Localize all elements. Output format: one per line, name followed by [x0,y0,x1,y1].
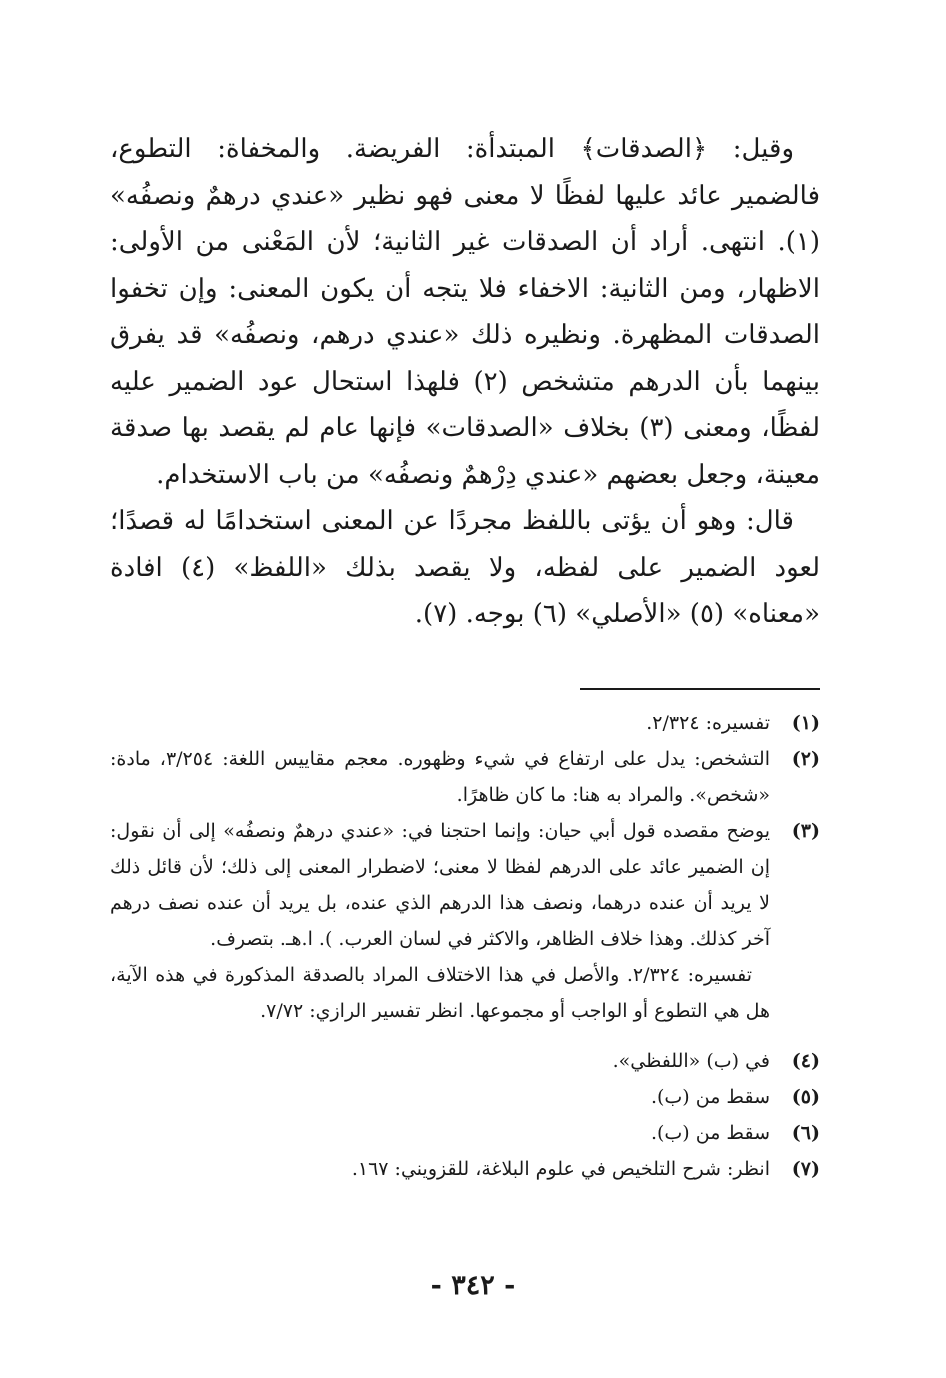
footnote-number: (٥) [791,1086,820,1108]
main-text [110,126,820,638]
page-number: - ٣٤٢ - [430,1270,516,1301]
footnote-text: تفسيره: ٢/٣٢٤. [646,712,770,734]
footnote-text: التشخص: يدل على ارتفاع في شيء وظهوره. معجم مقاييس اللغة: ٣/٢٥٤، مادة: «شخص». والمراد به هنا: ما كان ظاهرًا. [110,748,770,806]
footnote-number: (٣) [791,820,820,842]
footnote-number: (٢) [791,748,820,770]
footnote-number: (٦) [791,1122,820,1144]
footnotes [110,705,820,1187]
footnote-text: يوضح مقصده قول أبي حيان: وإنما احتجنا في: «عندي درهمٌ ونصفُه» إلى أن نقول: إن الضمير عائد على الدرهم لفظا لا معنى؛ لاضطرار المعنى إلى ذلك؛ لأن قائل ذلك لا يريد أن عنده درهما، ونصف هذا الدرهم الذي عنده، بل يريد أن عنده نصف درهم آخر كذلك. وهذا خلاف الظاهر، والاكثر في لسان العرب. ). ا.هـ. بتصرف. [110,820,770,950]
paragraph-1: وقيل: ﴿الصدقات﴾ المبتدأة: الفريضة. والمخفاة: التطوع، فالضمير عائد عليها لفظًا لا معنى فهو نظير «عندي درهمٌ ونصفُه» (١). انتهى. أراد أن الصدقات غير الثانية؛ لأن المَعْنى من الأولى: الاظهار، ومن الثانية: الاخفاء فلا يتجه أن يكون المعنى: وإن تخفوا الصدقات المظهرة. ونظيره ذلك «عندي درهم، ونصفُه» قد يفرق بينهما بأن الدرهم متشخص (٢) فلهذا استحال عود الضمير عليه لفظًا، ومعنى (٣) بخلاف «الصدقات» فإنها عام لم يقصد بها صدقة معينة، وجعل بعضهم «عندي دِرْهمٌ ونصفُه» من باب الاستخدام. [110,134,820,490]
footnote-2 [110,741,820,813]
footnote-text: انظر: شرح التلخيص في علوم البلاغة، للقزويني: ١٦٧. [351,1158,770,1180]
footnote-number: (٤) [791,1050,820,1072]
footnote-5 [110,1079,820,1115]
paragraph-2: قال: وهو أن يؤتى باللفظ مجردًا عن المعنى استخدامًا له قصدًا؛ لعود الضمير على لفظه، ولا يقصد بذلك «اللفظ» (٤) افادة «معناه» (٥) «الأصلي» (٦) بوجه. (٧). [110,506,820,629]
footnote-3-continuation: تفسيره: ٢/٣٢٤. والأصل في هذا الاختلاف المراد بالصدقة المذكورة في هذه الآية، هل هي التطوع أو الواجب أو مجموعها. انظر تفسير الرازي: ٧/٧٢. [110,964,770,1022]
footnote-separator [580,688,820,690]
footnote-number: (٧) [791,1158,820,1180]
footnote-number: (١) [791,712,820,734]
footnote-gap [110,1029,820,1043]
footnote-6 [110,1115,820,1151]
footnote-7 [110,1151,820,1187]
footnote-1 [110,705,820,741]
footnote-text: سقط من (ب). [650,1122,770,1144]
footnote-4 [110,1043,820,1079]
footnote-text: سقط من (ب). [650,1086,770,1108]
footnote-3 [110,813,820,957]
footnote-text: في (ب) «اللفظي». [612,1050,770,1072]
